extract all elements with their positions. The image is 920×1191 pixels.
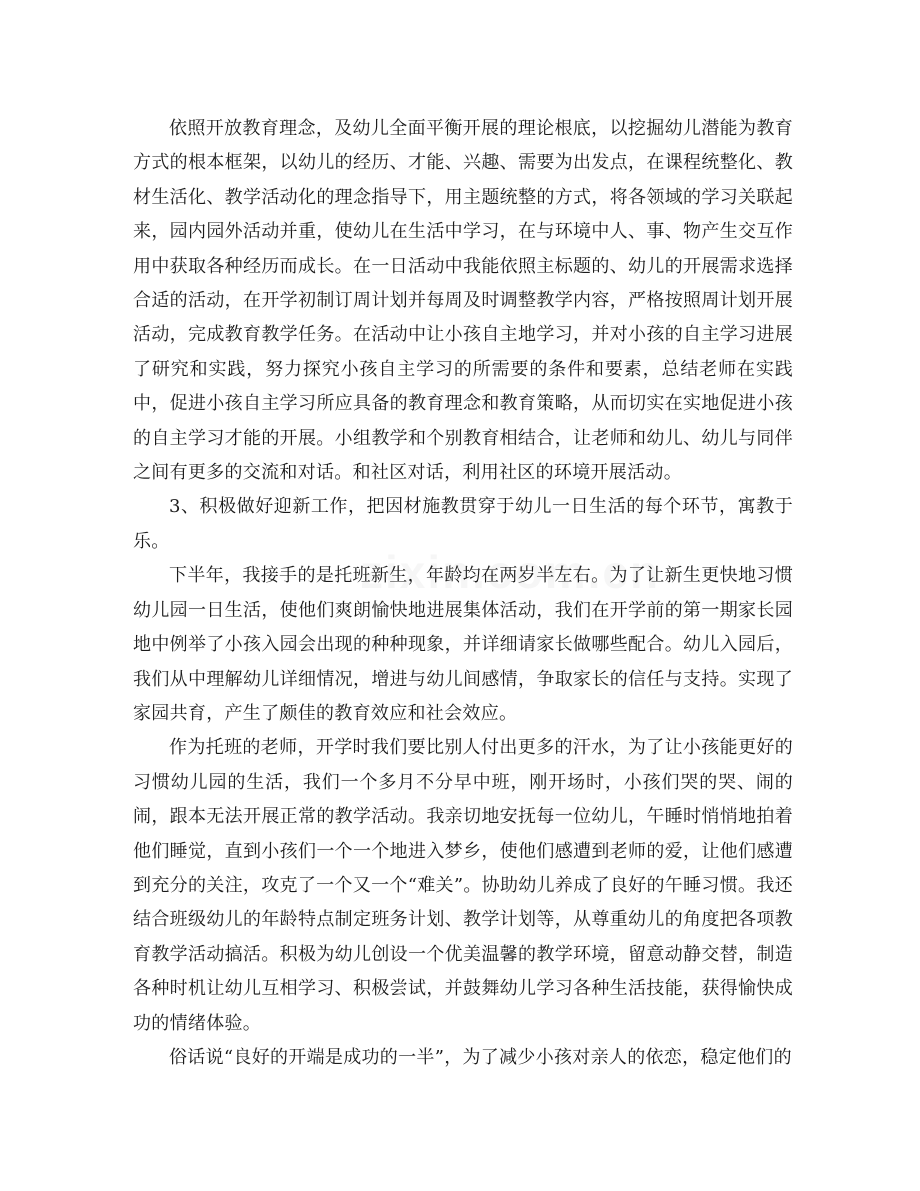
paragraph-3: 下半年，我接手的是托班新生，年龄均在两岁半左右。为了让新生更快地习惯幼儿园一日生活，使他们爽朗愉快地进展集体活动，我们在开学前的第一期家长园地中例举了小孩入园会出现的种种现象，并详细请家长做哪些配合。幼儿入园后，我们从中理解幼儿详细情况，增进与幼儿间感情，争取家长的信任与支持。实现了家园共育，产生了颇佳的教育效应和社会效应。 [133,565,793,724]
paragraph-5: 俗话说“良好的开端是成功的一半”，为了减少小孩对亲人的依恋，稳定他们的 [169,1046,792,1068]
paragraph-4: 作为托班的老师，开学时我们要比别人付出更多的汗水，为了让小孩能更好的习惯幼儿园的生活，我们一个多月不分早中班，刚开场时，小孩们哭的哭、闹的闹，跟本无法开展正常的教学活动。我亲切地安抚每一位幼儿，午睡时悄悄地拍着他们睡觉，直到小孩们一个一个地进入梦乡，使他们感遭到老师的爱，让他们感遭到充分的关注，攻克了一个又一个“难关”。协助幼儿养成了良好的午睡习惯。我还结合班级幼儿的年龄特点制定班务计划、教学计划等，从尊重幼儿的角度把各项教育教学活动搞活。积极为幼儿创设一个优美温馨的教学环境，留意动静交替，制造各种时机让幼儿互相学习、积极尝试，并鼓舞幼儿学习各种生活技能，获得愉快成功的情绪体验。 [133,737,793,1034]
paragraph-2: 3、积极做好迎新工作，把因材施教贯穿于幼儿一日生活的每个环节，寓教于乐。 [133,496,793,552]
paragraph-1: 依照开放教育理念，及幼儿全面平衡开展的理论根底，以挖掘幼儿潜能为教育方式的根本框架，以幼儿的经历、才能、兴趣、需要为出发点，在课程统整化、教材生活化、教学活动化的理念指导下，用主题统整的方式，将各领域的学习关联起来，园内园外活动并重，使幼儿在生活中学习，在与环境中人、事、物产生交互作用中获取各种经历而成长。在一日活动中我能依照主标题的、幼儿的开展需求选择合适的活动，在开学初制订周计划并每周及时调整教学内容，严格按照周计划开展活动，完成教育教学任务。在活动中让小孩自主地学习，并对小孩的自主学习进展了研究和实践，努力探究小孩自主学习的所需要的条件和要素，总结老师在实践中，促进小孩自主学习所应具备的教育理念和教育策略，从而切实在实地促进小孩的自主学习才能的开展。小组教学和个别教育相结合，让老师和幼儿、幼儿与同伴之间有更多的交流和对话。和社区对话，利用社区的环境开展活动。 [133,118,793,484]
document-body [133,112,793,1075]
